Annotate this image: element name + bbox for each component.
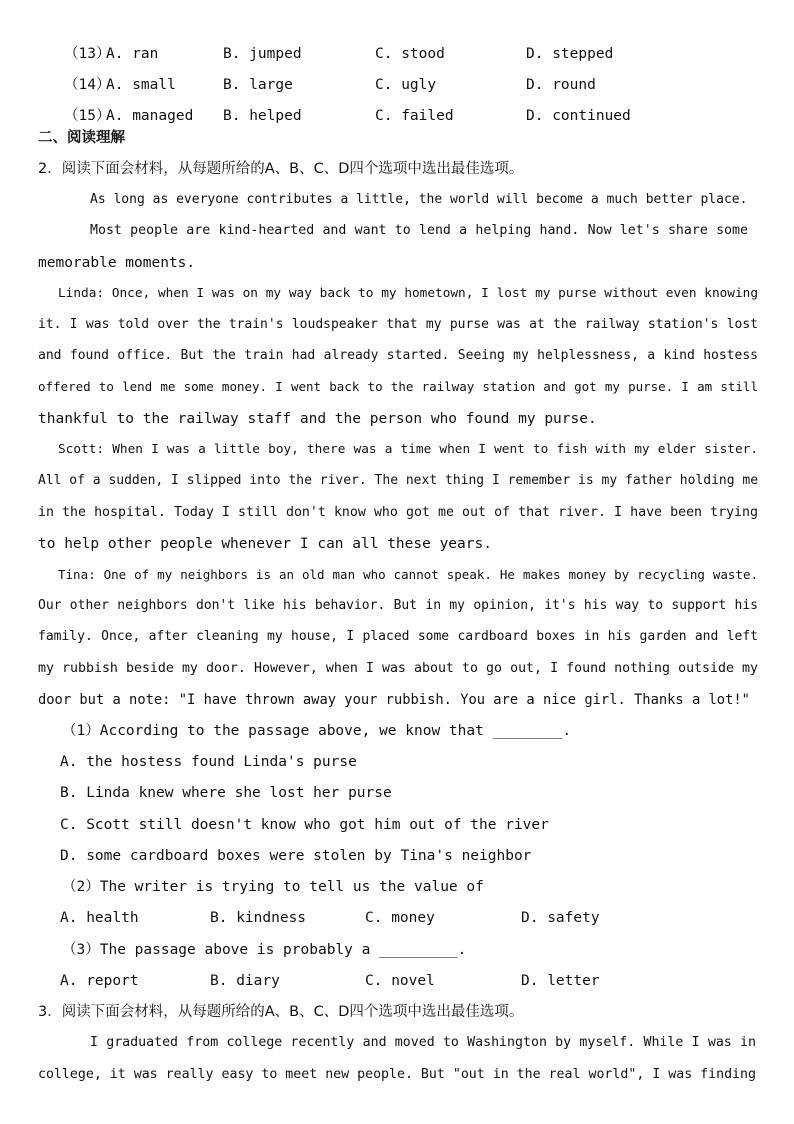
option-c: C. failed [375,108,454,124]
scott-line: All of a sudden, I slipped into the river. The next thing I remember is my father holding me [38,473,759,488]
tina-line: door but a note: "I have thrown away your rubbish. You are a nice girl. Thanks a lot!" [38,692,750,708]
passage-paragraph: Most people are kind-hearted and want to lend a helping hand. Now let's share some [90,223,748,238]
option-b: B. helped [223,108,302,124]
option-b: B. diary [210,973,280,989]
option-a: A. report [60,973,139,989]
section-title: 二、阅读理解 [38,130,125,146]
option-d: D. safety [521,910,600,926]
question-3-instruction: 3．阅读下面会材料，从每题所给的A、B、C、D四个选项中选出最佳选项。 [38,1004,524,1020]
option-c: C. ugly [375,77,437,93]
scott-line: to help other people whenever I can all these years. [38,536,492,552]
passage-paragraph: memorable moments. [38,255,196,271]
option-b: B. kindness [210,910,307,926]
linda-line: Linda: Once, when I was on my way back to my hometown, I lost my purse without even knowing [58,286,758,301]
option-c: C. money [365,910,435,926]
passage-intro: As long as everyone contributes a little, the world will become a much better place. [90,192,748,207]
tina-line: Our other neighbors don't like his behavior. But in my opinion, it's his way to support his [38,598,758,613]
question-number: （15） [64,108,111,124]
scott-line: Scott: When I was a little boy, there was a time when I went to fish with my elder sister. [58,442,758,457]
option-b: B. large [223,77,293,93]
sub-question-1-option-c: C. Scott still doesn't know who got him out of the river [60,817,549,833]
linda-line: offered to lend me some money. I went back to the railway station and got my purse. I am still [38,379,758,394]
sub-question-1-option-b: B. Linda knew where she lost her purse [60,785,392,801]
sub-question-2-stem: （2）The writer is trying to tell us the value of [62,879,484,895]
question-number: （13） [64,46,111,62]
linda-line: and found office. But the train had already started. Seeing my helplessness, a kind hostess [38,348,758,363]
sub-question-1-option-a: A. the hostess found Linda's purse [60,754,357,770]
option-a: A. health [60,910,139,926]
linda-line: it. I was told over the train's loudspeaker that my purse was at the railway station's lost [38,317,758,332]
option-c: C. stood [375,46,445,62]
option-a: A. ran [106,46,159,62]
option-a: A. managed [106,108,194,124]
option-d: D. letter [521,973,600,989]
sub-question-3-stem: （3）The passage above is probably a _________. [62,942,467,958]
sub-question-1-option-d: D. some cardboard boxes were stolen by Tina's neighbor [60,848,532,864]
scott-line: in the hospital. Today I still don't know who got me out of that river. I have been trying [38,505,758,520]
question-number: （14） [64,77,111,93]
linda-line: thankful to the railway staff and the person who found my purse. [38,411,597,427]
question-3-passage-line: I graduated from college recently and moved to Washington by myself. While I was in [90,1035,756,1050]
option-d: D. continued [526,108,631,124]
option-d: D. stepped [526,46,614,62]
question-3-passage-line: college, it was really easy to meet new people. But "out in the real world", I was finding [38,1067,756,1082]
tina-line: Tina: One of my neighbors is an old man who cannot speak. He makes money by recycling waste. [58,567,758,582]
option-d: D. round [526,77,596,93]
option-c: C. novel [365,973,435,989]
question-2-instruction: 2．阅读下面会材料，从每题所给的A、B、C、D四个选项中选出最佳选项。 [38,161,524,177]
tina-line: my rubbish beside my door. However, when I was about to go out, I found nothing outside my [38,661,758,676]
sub-question-1-stem: （1）According to the passage above, we know that ________. [62,723,572,739]
option-b: B. jumped [223,46,302,62]
option-a: A. small [106,77,176,93]
tina-line: family. Once, after cleaning my house, I placed some cardboard boxes in his garden and left [38,629,758,644]
